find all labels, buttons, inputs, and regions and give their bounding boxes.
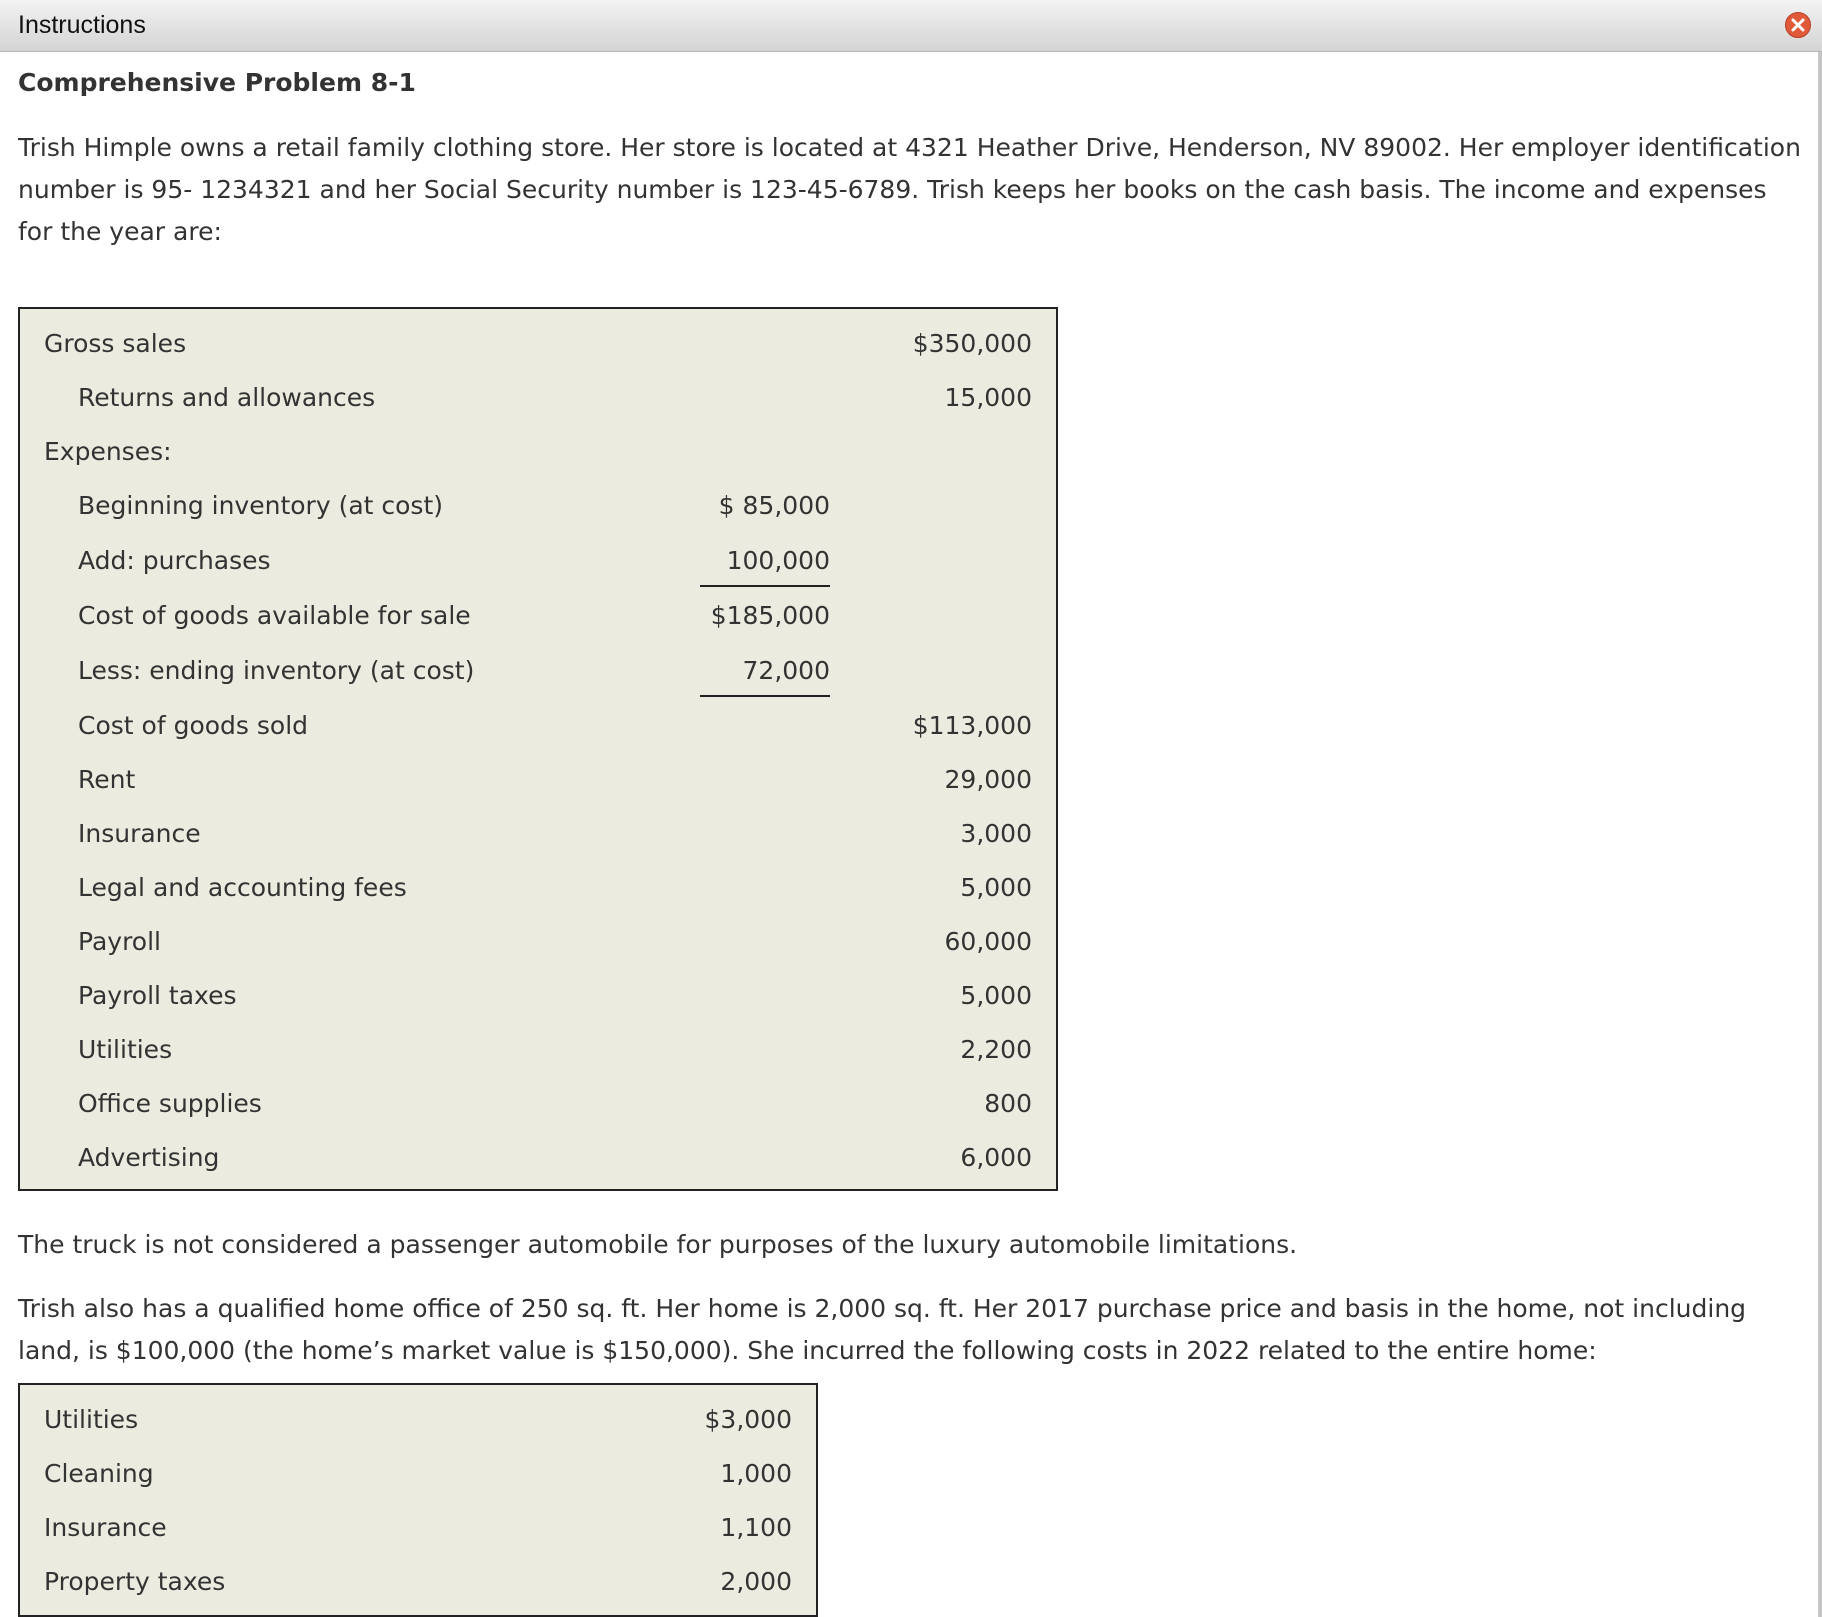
table-row (20, 317, 1056, 371)
subtotal-rule (700, 585, 830, 587)
table-row (20, 807, 1056, 861)
table-row (20, 589, 1056, 643)
home-office-paragraph: Trish also has a qualified home office of 250 sq. ft. Her home is 2,000 sq. ft. Her 2017 purchase price and basis in the home, not including land, is $100,000 (the home’s market value is $150,000). She incurred the following costs in 2022 related to the entire home: (18, 1294, 1747, 1365)
close-button[interactable] (1785, 12, 1811, 38)
row-label: Less: ending inventory (at cost) (78, 656, 475, 685)
table-row (20, 1077, 1056, 1131)
income-expense-table (18, 307, 1058, 1191)
amount-cell: 5,000 (960, 873, 1032, 902)
row-label: Add: purchases (78, 546, 271, 575)
scrollbar-edge[interactable] (1818, 52, 1822, 1617)
row-label: Gross sales (44, 329, 187, 358)
row-label: Cost of goods sold (78, 711, 309, 740)
row-label: Expenses: (44, 437, 172, 466)
table-row (20, 753, 1056, 807)
subtotal-cell: 72,000 (742, 656, 830, 685)
amount-cell: 1,100 (720, 1513, 792, 1542)
table-row (20, 861, 1056, 915)
truck-note: The truck is not considered a passenger automobile for purposes of the luxury automobile limitations. (18, 1230, 1298, 1259)
row-label: Utilities (78, 1035, 173, 1064)
table-row (20, 1393, 816, 1447)
home-costs-table (18, 1383, 818, 1617)
row-label: Utilities (44, 1405, 139, 1434)
amount-cell: 60,000 (944, 927, 1032, 956)
table-row (20, 371, 1056, 425)
row-label: Insurance (78, 819, 201, 848)
dialog-title: Instructions (18, 11, 146, 39)
amount-cell: 29,000 (944, 765, 1032, 794)
row-label: Rent (78, 765, 136, 794)
row-label: Payroll taxes (78, 981, 237, 1010)
table-row (20, 479, 1056, 533)
amount-cell: 2,000 (720, 1567, 792, 1596)
amount-cell: $3,000 (704, 1405, 792, 1434)
row-label: Legal and accounting fees (78, 873, 407, 902)
problem-heading: Comprehensive Problem 8-1 (18, 68, 416, 97)
amount-cell: 2,200 (960, 1035, 1032, 1064)
row-label: Insurance (44, 1513, 167, 1542)
amount-cell: 800 (984, 1089, 1032, 1118)
row-label: Beginning inventory (at cost) (78, 491, 444, 520)
subtotal-rule (700, 695, 830, 697)
table-row (20, 644, 1056, 698)
table-row (20, 1023, 1056, 1077)
amount-cell: 5,000 (960, 981, 1032, 1010)
table-row (20, 699, 1056, 753)
amount-cell: 3,000 (960, 819, 1032, 848)
table-row (20, 1501, 816, 1555)
table-row (20, 425, 1056, 479)
amount-cell: $350,000 (912, 329, 1032, 358)
table-row (20, 915, 1056, 969)
table-row (20, 1555, 816, 1609)
row-label: Office supplies (78, 1089, 262, 1118)
amount-cell: 15,000 (944, 383, 1032, 412)
row-label: Payroll (78, 927, 161, 956)
dialog-titlebar (0, 0, 1822, 52)
amount-cell: 1,000 (720, 1459, 792, 1488)
close-icon (1786, 13, 1810, 37)
subtotal-cell: $185,000 (710, 601, 830, 630)
row-label: Advertising (78, 1143, 220, 1172)
subtotal-cell: 100,000 (726, 546, 830, 575)
table-row (20, 969, 1056, 1023)
table-row (20, 1131, 1056, 1185)
row-label: Property taxes (44, 1567, 226, 1596)
table-row (20, 1447, 816, 1501)
amount-cell: $113,000 (912, 711, 1032, 740)
table-row (20, 534, 1056, 588)
amount-cell: 6,000 (960, 1143, 1032, 1172)
row-label: Returns and allowances (78, 383, 376, 412)
row-label: Cleaning (44, 1459, 154, 1488)
row-label: Cost of goods available for sale (78, 601, 471, 630)
intro-paragraph: Trish Himple owns a retail family clothing store. Her store is located at 4321 Heather Drive, Henderson, NV 89002. Her employer identification number is 95- 1234321 and her Social Security number is 123-45-6789. Trish keeps her books on the cash basis. The income and expenses for the year are: (18, 133, 1801, 246)
subtotal-cell: $ 85,000 (718, 491, 830, 520)
